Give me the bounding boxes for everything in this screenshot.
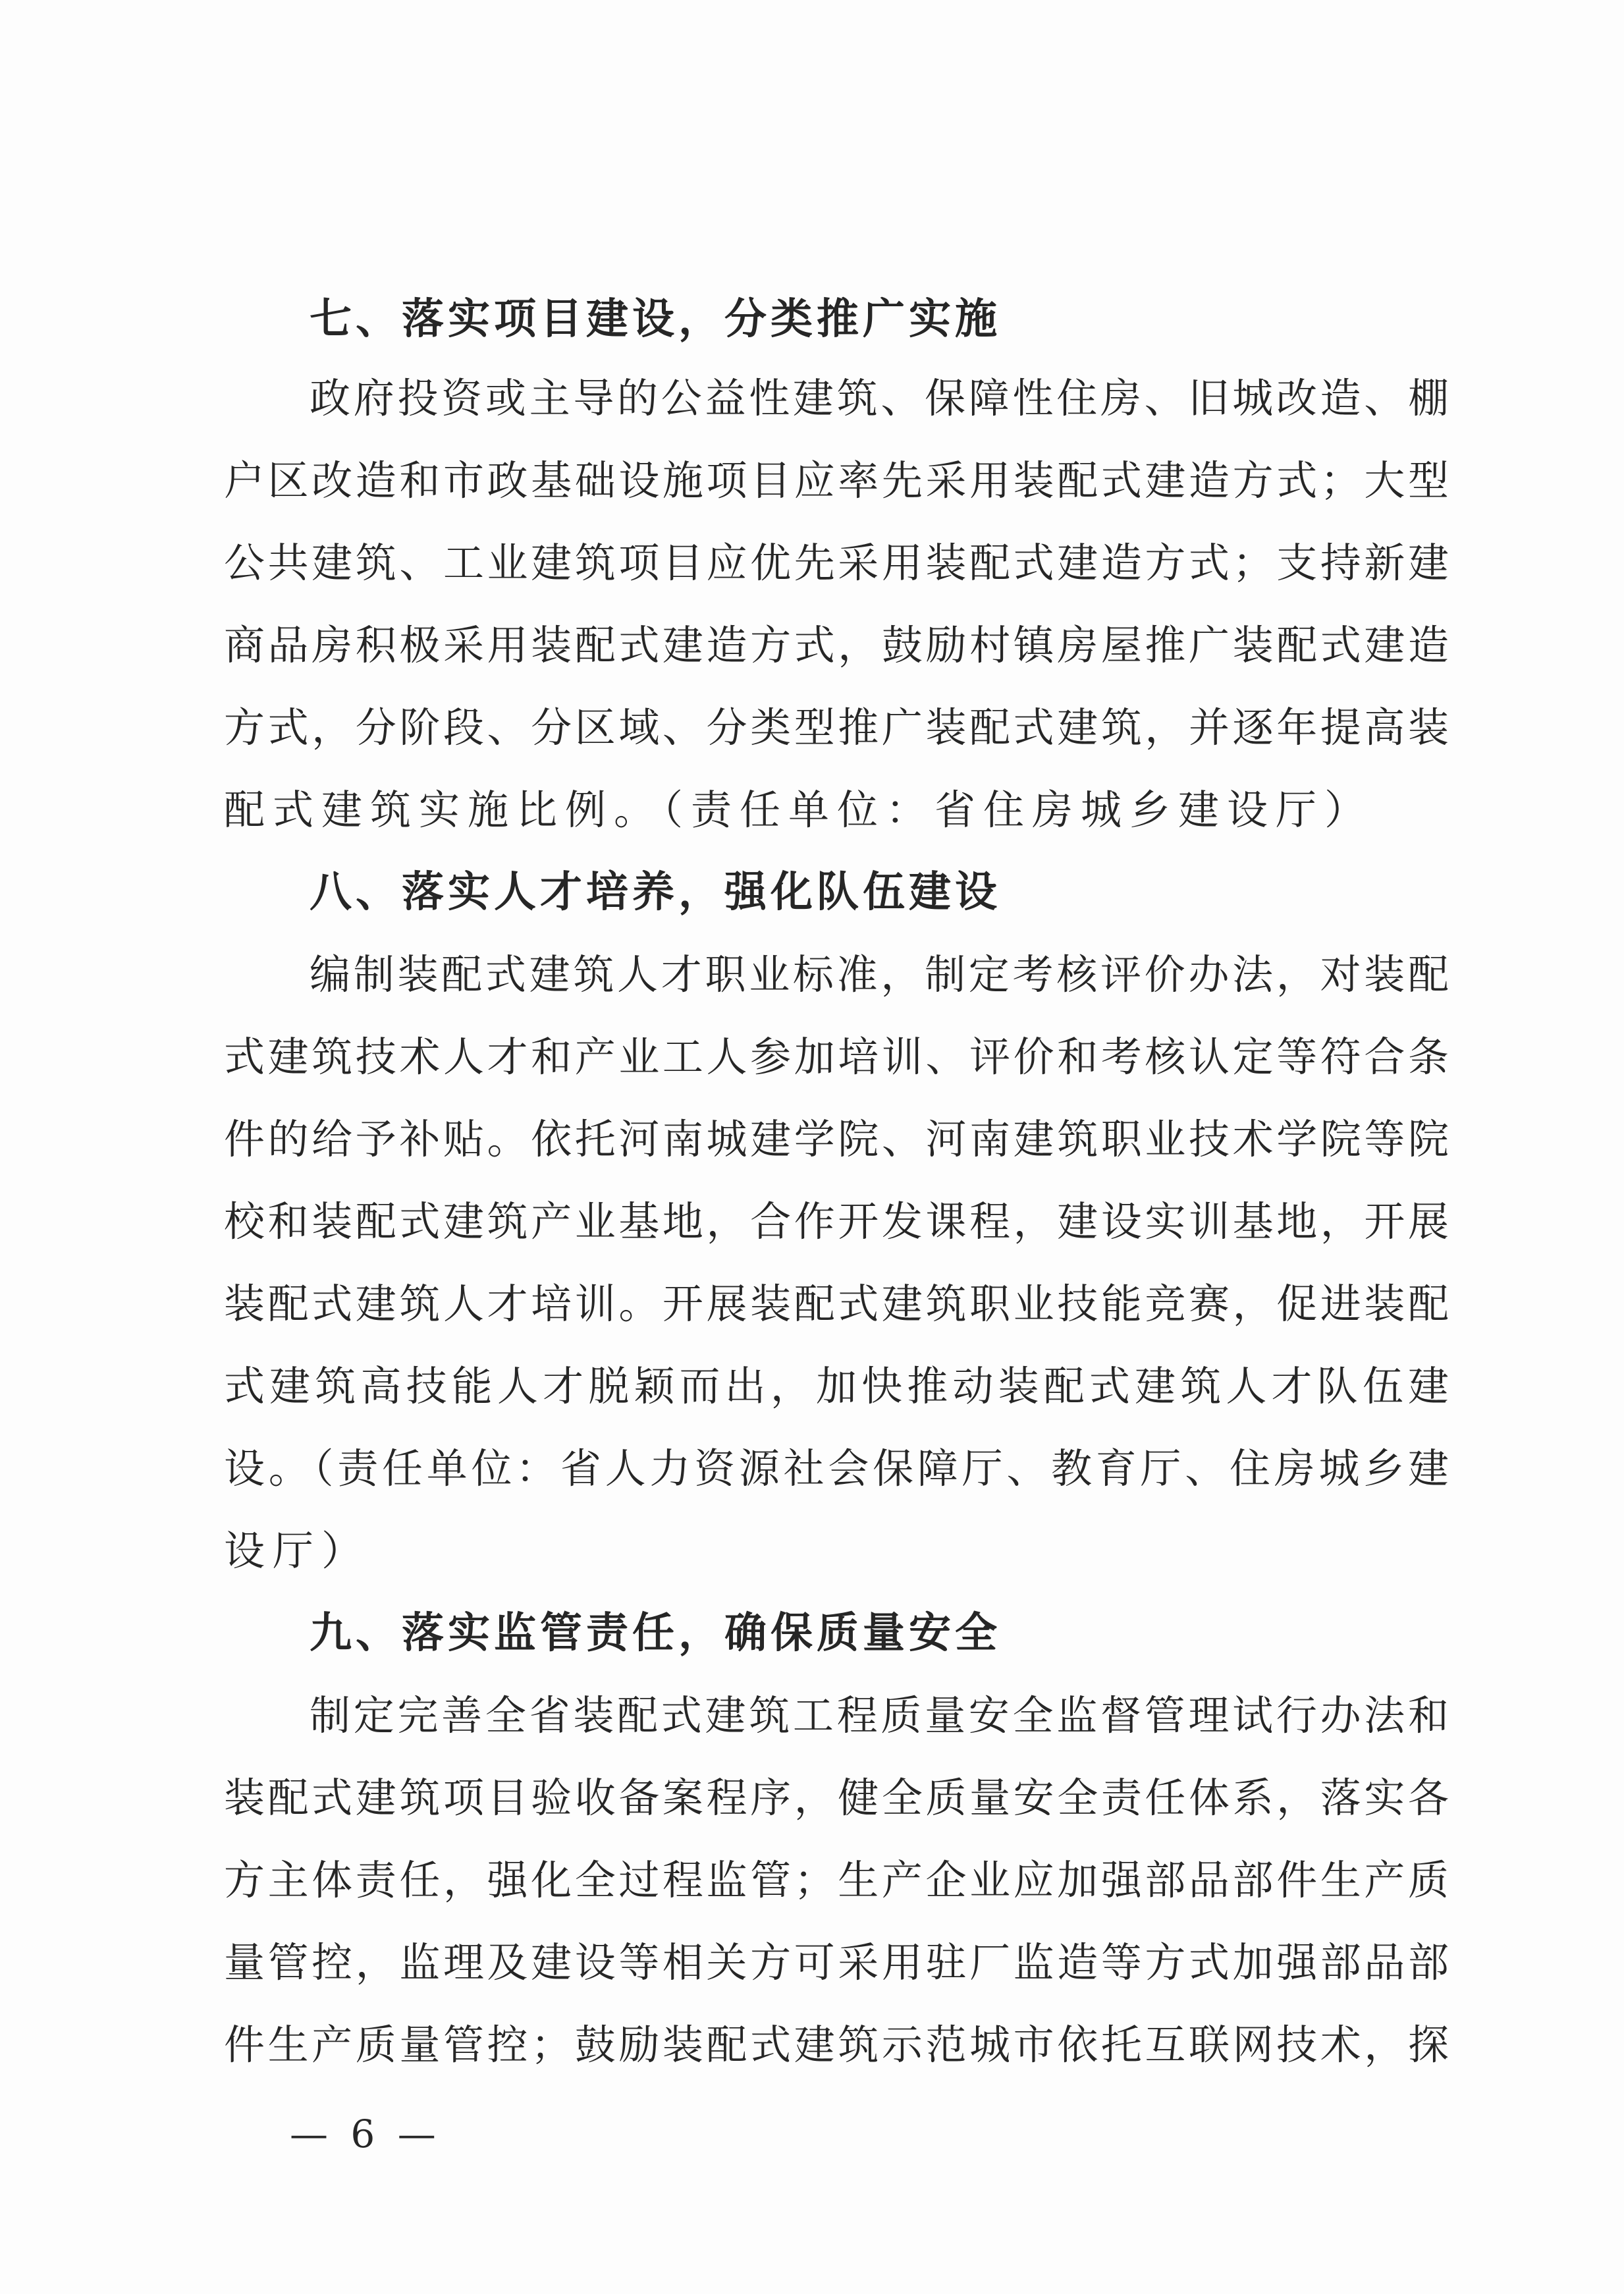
page-number: — 6 — xyxy=(290,2112,441,2156)
paragraph-line: 编制装配式建筑人才职业标准，制定考核评价办法，对装配 xyxy=(310,950,1449,998)
paragraph-line: 户区改造和市政基础设施项目应率先采用装配式建造方式；大型 xyxy=(224,456,1449,505)
section-heading-9: 九、落实监管责任，确保质量安全 xyxy=(310,1609,1001,1658)
section-heading-8: 八、落实人才培养，强化队伍建设 xyxy=(310,868,1001,917)
paragraph-line: 装配式建筑项目验收备案程序，健全质量安全责任体系，落实各 xyxy=(224,1774,1449,1822)
paragraph-line: 公共建筑、工业建筑项目应优先采用装配式建造方式；支持新建 xyxy=(224,539,1449,587)
paragraph-line: 制定完善全省装配式建筑工程质量安全监督管理试行办法和 xyxy=(310,1691,1449,1739)
paragraph-line: 方式，分阶段、分区域、分类型推广装配式建筑，并逐年提高装 xyxy=(224,703,1449,751)
paragraph-line: 式建筑技术人才和产业工人参加培训、评价和考核认定等符合条 xyxy=(224,1033,1449,1081)
paragraph-line: 方主体责任，强化全过程监管；生产企业应加强部品部件生产质 xyxy=(224,1856,1449,1904)
paragraph-line: 件生产质量管控；鼓励装配式建筑示范城市依托互联网技术，探 xyxy=(224,2021,1449,2069)
paragraph-line: 设。（责任单位：省人力资源社会保障厅、教育厅、住房城乡建 xyxy=(224,1444,1449,1492)
paragraph-line: 件的给予补贴。依托河南城建学院、河南建筑职业技术学院等院 xyxy=(224,1115,1449,1163)
section-heading-7: 七、落实项目建设，分类推广实施 xyxy=(310,295,1001,344)
paragraph-line: 配式建筑实施比例。（责任单位：省住房城乡建设厅） xyxy=(224,786,1374,834)
paragraph-line: 商品房积极采用装配式建造方式，鼓励村镇房屋推广装配式建造 xyxy=(224,621,1449,669)
paragraph-line: 政府投资或主导的公益性建筑、保障性住房、旧城改造、棚 xyxy=(310,374,1449,422)
paragraph-line: 设厅） xyxy=(224,1527,371,1575)
paragraph-line: 装配式建筑人才培训。开展装配式建筑职业技能竞赛，促进装配 xyxy=(224,1280,1449,1328)
paragraph-line: 校和装配式建筑产业基地，合作开发课程，建设实训基地，开展 xyxy=(224,1197,1449,1245)
paragraph-line: 量管控，监理及建设等相关方可采用驻厂监造等方式加强部品部 xyxy=(224,1938,1449,1986)
paragraph-line: 式建筑高技能人才脱颖而出，加快推动装配式建筑人才队伍建 xyxy=(224,1362,1449,1410)
